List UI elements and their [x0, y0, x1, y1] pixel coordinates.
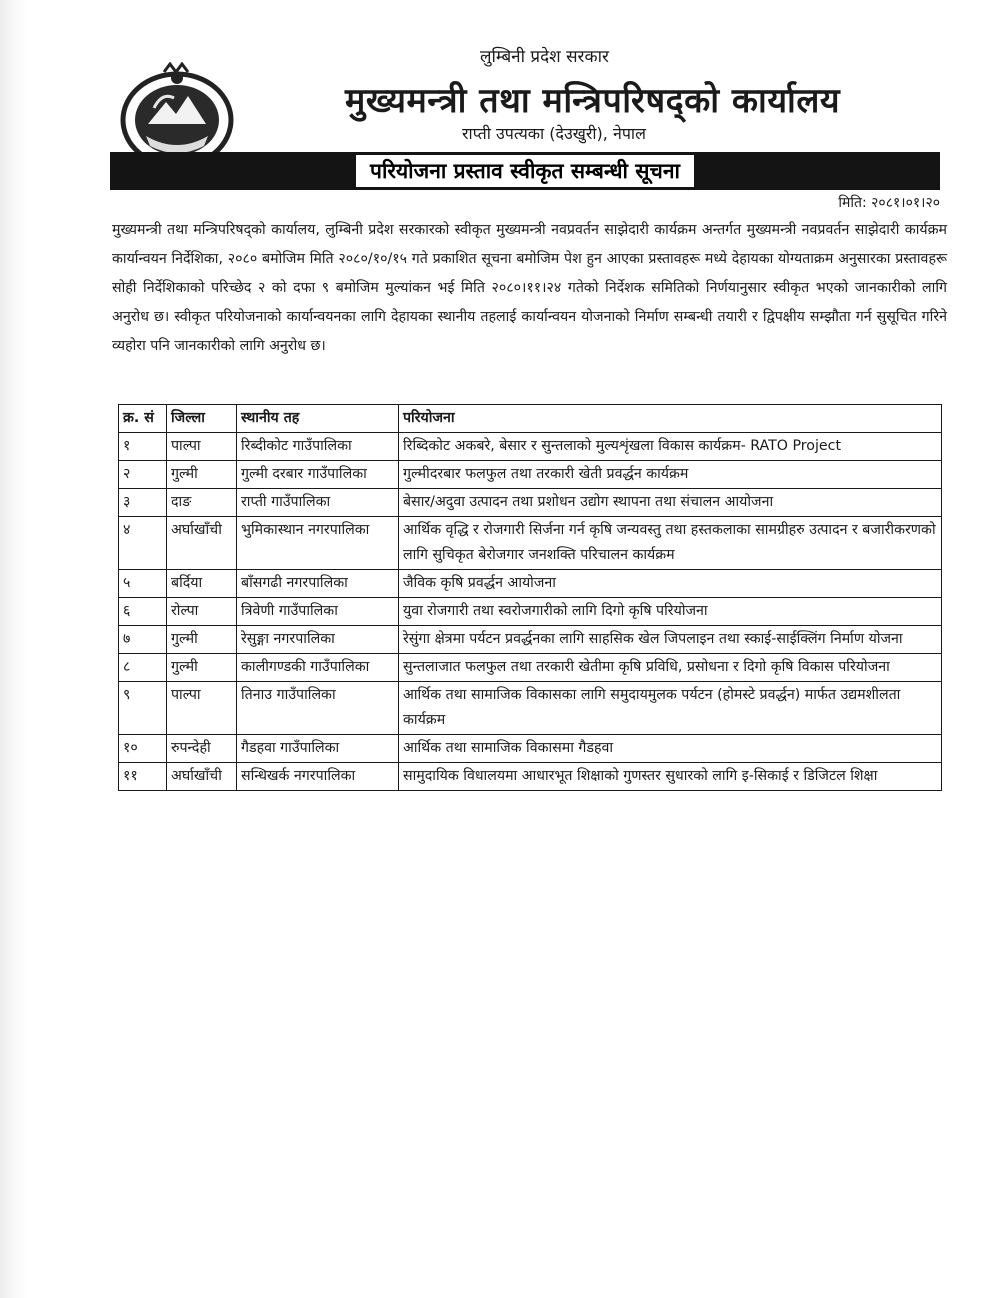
project-cell: बेसार/अदुवा उत्पादन तथा प्रशोधन उद्योग स्थापना तथा संचालन आयोजना — [399, 489, 942, 517]
local-level-cell: भुमिकास्थान नगरपालिका — [237, 517, 399, 570]
scan-edge — [0, 0, 28, 1298]
office-location: राप्ती उपत्यका (देउखुरी), नेपाल — [462, 124, 646, 143]
district-cell: गुल्मी — [167, 654, 237, 682]
table-row — [119, 461, 942, 489]
table-row — [119, 433, 942, 461]
table-header-row — [119, 405, 942, 433]
district-cell: दाङ — [167, 489, 237, 517]
government-name: लुम्बिनी प्रदेश सरकार — [480, 47, 609, 67]
district-cell: पाल्पा — [167, 433, 237, 461]
local-level-cell: सन्धिखर्क नगरपालिका — [237, 763, 399, 791]
district-cell: अर्घाखाँची — [167, 517, 237, 570]
serial-cell: ११ — [119, 763, 167, 791]
notice-date: मिति: २०८१।०१।२० — [838, 195, 940, 211]
serial-cell: ६ — [119, 598, 167, 626]
serial-cell: १० — [119, 735, 167, 763]
table-row — [119, 598, 942, 626]
project-cell: गुल्मीदरबार फलफुल तथा तरकारी खेती प्रवर्द्धन कार्यक्रम — [399, 461, 942, 489]
local-level-cell: बाँसगढी नगरपालिका — [237, 570, 399, 598]
table-row — [119, 682, 942, 735]
local-level-cell: राप्ती गाउँपालिका — [237, 489, 399, 517]
header-local-level: स्थानीय तह — [237, 405, 399, 433]
district-cell: बर्दिया — [167, 570, 237, 598]
serial-cell: ९ — [119, 682, 167, 735]
table-row — [119, 517, 942, 570]
district-cell: रोल्पा — [167, 598, 237, 626]
project-cell: आर्थिक वृद्धि र रोजगारी सिर्जना गर्न कृषि जन्यवस्तु तथा हस्तकलाका सामग्रीहरु उत्पादन र बजारीकरणको लागि सुचिकृत बेरोजगार जनशक्ति परिचालन कार्यक्रम — [399, 517, 942, 570]
serial-cell: ५ — [119, 570, 167, 598]
serial-cell: १ — [119, 433, 167, 461]
local-level-cell: रेसुङ्गा नगरपालिका — [237, 626, 399, 654]
serial-cell: ४ — [119, 517, 167, 570]
project-cell: युवा रोजगारी तथा स्वरोजगारीको लागि दिगो कृषि परियोजना — [399, 598, 942, 626]
district-cell: पाल्पा — [167, 682, 237, 735]
notice-title: परियोजना प्रस्ताव स्वीकृत सम्बन्धी सूचना — [356, 155, 694, 187]
local-level-cell: तिनाउ गाउँपालिका — [237, 682, 399, 735]
district-cell: रुपन्देही — [167, 735, 237, 763]
district-cell: गुल्मी — [167, 461, 237, 489]
project-cell: जैविक कृषि प्रवर्द्धन आयोजना — [399, 570, 942, 598]
table-row — [119, 654, 942, 682]
header-district: जिल्ला — [167, 405, 237, 433]
serial-cell: २ — [119, 461, 167, 489]
local-level-cell: रिब्दीकोट गाउँपालिका — [237, 433, 399, 461]
notice-title-band — [110, 152, 940, 190]
local-level-cell: कालीगण्डकी गाउँपालिका — [237, 654, 399, 682]
local-level-cell: गुल्मी दरबार गाउँपालिका — [237, 461, 399, 489]
project-cell: रिब्दिकोट अकबरे, बेसार र सुन्तलाको मुल्यशृंखला विकास कार्यक्रम- RATO Project — [399, 433, 942, 461]
serial-cell: ३ — [119, 489, 167, 517]
district-cell: अर्घाखाँची — [167, 763, 237, 791]
table-row — [119, 763, 942, 791]
table-row — [119, 489, 942, 517]
local-level-cell: त्रिवेणी गाउँपालिका — [237, 598, 399, 626]
header-serial: क्र. सं — [119, 405, 167, 433]
serial-cell: ७ — [119, 626, 167, 654]
serial-cell: ८ — [119, 654, 167, 682]
project-cell: आर्थिक तथा सामाजिक विकासमा गैडहवा — [399, 735, 942, 763]
project-cell: रेसुंगा क्षेत्रमा पर्यटन प्रवर्द्धनका लागि साहसिक खेल जिपलाइन तथा स्काई-साईक्लिंग निर्माण योजना — [399, 626, 942, 654]
table-row — [119, 735, 942, 763]
project-cell: सामुदायिक विधालयमा आधारभूत शिक्षाको गुणस्तर सुधारको लागि इ-सिकाई र डिजिटल शिक्षा — [399, 763, 942, 791]
local-level-cell: गैडहवा गाउँपालिका — [237, 735, 399, 763]
project-cell: आर्थिक तथा सामाजिक विकासका लागि समुदायमुलक पर्यटन (होमस्टे प्रवर्द्धन) मार्फत उद्यमशीलता कार्यक्रम — [399, 682, 942, 735]
project-cell: सुन्तलाजात फलफुल तथा तरकारी खेतीमा कृषि प्रविधि, प्रसोधना र दिगो कृषि विकास परियोजना — [399, 654, 942, 682]
office-title: मुख्यमन्त्री तथा मन्त्रिपरिषद्को कार्यालय — [345, 81, 841, 121]
table-row — [119, 626, 942, 654]
district-cell: गुल्मी — [167, 626, 237, 654]
header-project: परियोजना — [399, 405, 942, 433]
table-row — [119, 570, 942, 598]
projects-table — [118, 404, 942, 791]
notice-body: मुख्यमन्त्री तथा मन्त्रिपरिषद्को कार्यालय, लुम्बिनी प्रदेश सरकारको स्वीकृत मुख्यमन्त्री नवप्रवर्तन साझेदारी कार्यक्रम अन्तर्गत मुख्यमन्त्री नवप्रवर्तन साझेदारी कार्यक्रम कार्यान्वयन निर्देशिका, २०८० बमोजिम मिति २०८०/१०/१५ गते प्रकाशित सूचना बमोजिम पेश हुन आएका प्रस्तावहरू मध्ये देहायका योग्यताक्रम अनुसारका प्रस्तावहरू सोही निर्देशिकाको परिच्छेद २ को दफा ९ बमोजिम मुल्यांकन भई मिति २०८०।११।२४ गतेको निर्देशक समितिको निर्णयानुसार स्वीकृत भएको जानकारीको लागि अनुरोध छ। स्वीकृत परियोजनाको कार्यान्वयनका लागि देहायका स्थानीय तहलाई कार्यान्वयन योजनाको निर्माण सम्बन्धी तयारी र द्विपक्षीय सम्झौता गर्न सुसूचित गरिने व्यहोरा पनि जानकारीको लागि अनुरोध छ। — [112, 222, 947, 354]
